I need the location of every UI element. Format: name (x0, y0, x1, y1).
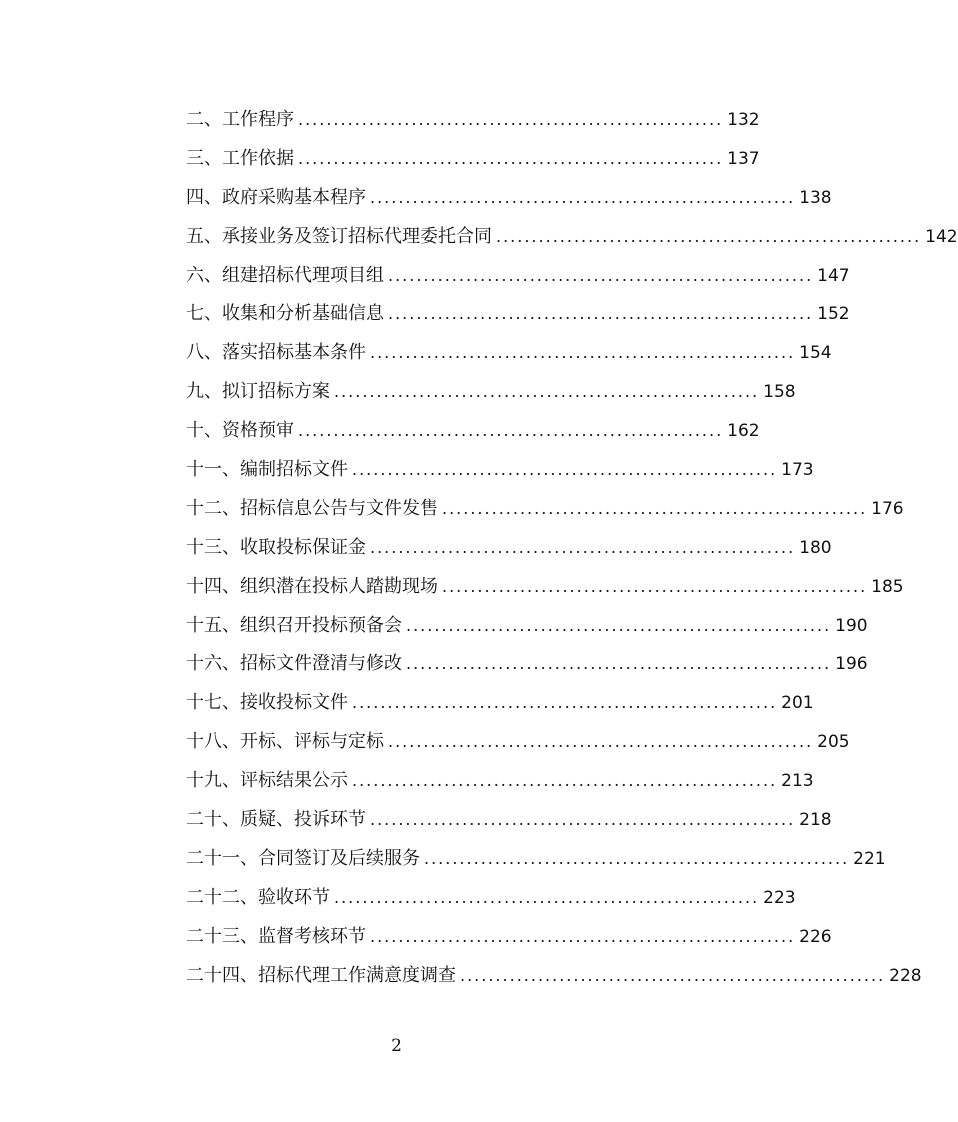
toc-entry-page: 201 (781, 693, 814, 714)
toc-entry[interactable] (186, 684, 814, 723)
toc-dot-leader: ............................................................ (298, 109, 724, 129)
toc-dot-leader: ............................................................ (388, 732, 814, 752)
toc-entry-page: 223 (763, 887, 796, 908)
toc-entry[interactable] (186, 179, 832, 218)
toc-entry-title: 五、承接业务及签订招标代理委托合同 (186, 225, 492, 247)
toc-entry-page: 221 (853, 848, 886, 869)
toc-entry-title: 二十、质疑、投诉环节 (186, 809, 366, 831)
toc-dot-leader: ............................................................ (352, 693, 778, 713)
toc-dot-leader: ............................................................ (334, 382, 760, 402)
toc-entry-page: 138 (799, 187, 832, 208)
toc-entry-title: 十四、组织潜在投标人踏勘现场 (186, 575, 438, 597)
toc-entry-page: 162 (727, 421, 760, 442)
toc-dot-leader: ............................................................ (370, 926, 796, 946)
toc-entry-title: 十二、招标信息公告与文件发售 (186, 497, 438, 519)
toc-dot-leader: ............................................................ (424, 848, 850, 868)
toc-entry-page: 154 (799, 343, 832, 364)
toc-dot-leader: ............................................................ (496, 226, 922, 246)
toc-entry-page: 176 (871, 498, 904, 519)
toc-entry[interactable] (186, 840, 886, 879)
toc-entry-title: 六、组建招标代理项目组 (186, 264, 384, 286)
toc-dot-leader: ............................................................ (370, 537, 796, 557)
toc-entry-title: 八、落实招标基本条件 (186, 342, 366, 364)
toc-entry-page: 180 (799, 537, 832, 558)
toc-dot-leader: ............................................................ (388, 304, 814, 324)
toc-entry[interactable] (186, 295, 850, 334)
toc-entry-title: 十八、开标、评标与定标 (186, 731, 384, 753)
toc-entry[interactable] (186, 918, 832, 957)
toc-entry-page: 137 (727, 148, 760, 169)
toc-dot-leader: ............................................................ (442, 576, 868, 596)
toc-entry-title: 十九、评标结果公示 (186, 770, 348, 792)
toc-entry-title: 四、政府采购基本程序 (186, 186, 366, 208)
toc-entry-page: 205 (817, 732, 850, 753)
toc-entry-page: 218 (799, 810, 832, 831)
toc-entry[interactable] (186, 801, 832, 840)
toc-entry-title: 二十一、合同签订及后续服务 (186, 847, 420, 869)
toc-entry-page: 185 (871, 576, 904, 597)
toc-entry[interactable] (186, 568, 904, 607)
toc-dot-leader: ............................................................ (406, 654, 832, 674)
toc-entry-page: 228 (889, 965, 922, 986)
toc-dot-leader: ............................................................ (370, 187, 796, 207)
toc-entry-page: 158 (763, 382, 796, 403)
toc-entry-title: 九、拟订招标方案 (186, 381, 330, 403)
toc-entry[interactable] (186, 879, 796, 918)
toc-entry[interactable] (186, 762, 814, 801)
toc-entry-page: 190 (835, 615, 868, 636)
toc-dot-leader: ............................................................ (460, 965, 886, 985)
toc-dot-leader: ............................................................ (370, 343, 796, 363)
toc-entry[interactable] (186, 723, 850, 762)
toc-entry-title: 十一、编制招标文件 (186, 459, 348, 480)
toc-entry[interactable] (186, 645, 868, 684)
toc-entry[interactable] (186, 373, 796, 412)
toc-dot-leader: ............................................................ (298, 421, 724, 441)
toc-entry-title: 三、工作依据 (186, 147, 294, 169)
toc-dot-leader: ............................................................ (298, 148, 724, 168)
toc-entry-title: 二十二、验收环节 (186, 886, 330, 908)
toc-entry[interactable] (186, 451, 814, 490)
toc-dot-leader: ............................................................ (352, 460, 778, 479)
toc-entry-title: 十三、收取投标保证金 (186, 536, 366, 558)
toc-entry-title: 十、资格预审 (186, 420, 294, 442)
toc-entry-page: 196 (835, 654, 868, 675)
toc-entry-page: 132 (727, 109, 760, 130)
toc-entry-title: 七、收集和分析基础信息 (186, 303, 384, 325)
toc-entry-title: 二、工作程序 (186, 108, 294, 130)
toc-entry-title: 十七、接收投标文件 (186, 692, 348, 714)
toc-entry-page: 152 (817, 304, 850, 325)
toc-dot-leader: ............................................................ (370, 810, 796, 830)
toc-entry[interactable] (186, 218, 958, 257)
toc-entry-title: 二十三、监督考核环节 (186, 925, 366, 947)
toc-entry-page: 213 (781, 771, 814, 792)
toc-dot-leader: ............................................................ (352, 771, 778, 791)
toc-entry-page: 147 (817, 265, 850, 286)
toc-entry[interactable] (186, 490, 904, 529)
page-number: 2 (391, 1036, 402, 1056)
toc-entry-page: 142 (925, 226, 958, 247)
toc-entry-page: 226 (799, 926, 832, 947)
toc-dot-leader: ............................................................ (334, 887, 760, 907)
toc-entry-title: 十五、组织召开投标预备会 (186, 614, 402, 636)
toc-entry[interactable] (186, 529, 832, 568)
toc-entry-title: 二十四、招标代理工作满意度调查 (186, 964, 456, 986)
toc-dot-leader: ............................................................ (388, 265, 814, 285)
table-of-contents (186, 101, 958, 995)
toc-entry[interactable] (186, 334, 832, 373)
toc-entry[interactable] (186, 140, 760, 179)
toc-dot-leader: ............................................................ (406, 615, 832, 635)
toc-entry[interactable] (186, 101, 760, 140)
toc-entry-page: 173 (781, 460, 814, 480)
toc-entry[interactable] (186, 957, 922, 996)
toc-entry-title: 十六、招标文件澄清与修改 (186, 653, 402, 675)
toc-dot-leader: ............................................................ (442, 498, 868, 518)
toc-entry[interactable] (186, 257, 850, 296)
toc-entry[interactable] (186, 607, 868, 646)
toc-entry[interactable] (186, 412, 760, 451)
